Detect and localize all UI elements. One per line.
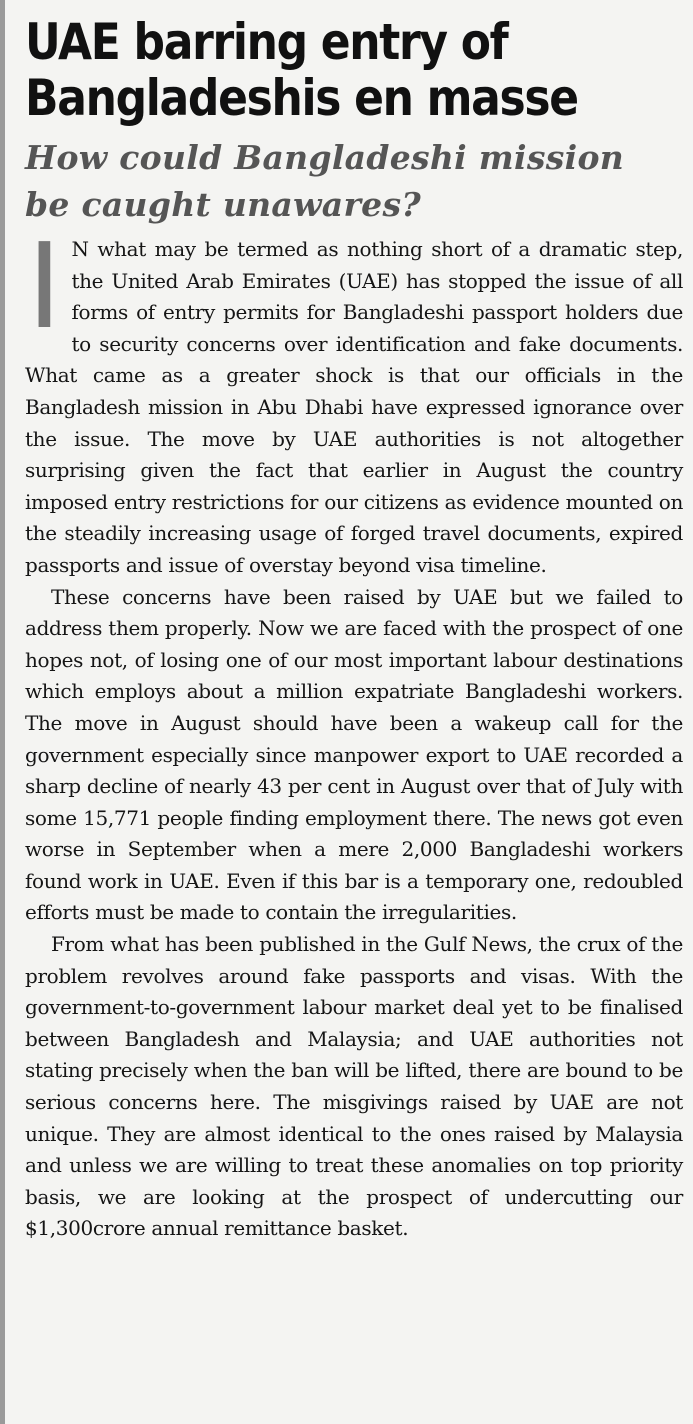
headline [25, 14, 685, 126]
subheadline-line-1: How could Bangladeshi mission [25, 138, 625, 177]
paragraph-1 [25, 217, 683, 582]
page-edge-rule [0, 0, 5, 1424]
article-body [25, 217, 683, 1245]
paragraph-3: From what has been published in the Gulf News, the crux of the problem revolves around fake passports and visas. With the government-to-government labour market deal yet to be finalised between Bangladesh and Malaysia; and UAE authorities not stating precisely when the ban will be lifted, there are bound to be serious concerns here. The misgivings raised by UAE are not unique. They are almost identical to the ones raised by Malaysia and unless we are willing to treat these anomalies on top priority basis, we are looking at the prospect of undercutting our $1,300crore annual remittance basket. [25, 932, 683, 1241]
drop-cap: I [27, 217, 62, 355]
headline-line-1: UAE barring entry of [25, 13, 508, 71]
subheadline [25, 134, 683, 228]
subheadline-line-2: be caught unawares? [25, 185, 421, 224]
paragraph-2: These concerns have been raised by UAE but we failed to address them properly. Now we are faced with the prospect of one hopes not, of losing one of our most important labour destinations which employs about a million expatriate Bangladeshi workers. The move in August should have been a wakeup call for the government especially since manpower export to UAE recorded a sharp decline of nearly 43 per cent in August over that of July with some 15,771 people finding employment there. The news got even worse in September when a mere 2,000 Bangladeshi workers found work in UAE. Even if this bar is a temporary one, redoubled efforts must be made to contain the irregularities. [25, 584, 683, 925]
paragraph-1-text: N what may be termed as nothing short of a dramatic step, the United Arab Emirates (UAE) has stopped the issue of all forms of entry permits for Bangladeshi passport holders due to security concerns over identification and fake documents. What came as a greater shock is that our officials in the Bangladesh mission in Abu Dhabi have expressed ignorance over the issue. The move by UAE authorities is not altogether surprising given the fact that earlier in August the country imposed entry restrictions for our citizens as evidence mounted on the steadily increasing usage of forged travel documents, expired passports and issue of overstay beyond visa timeline. [25, 237, 683, 577]
newspaper-article [25, 14, 683, 1245]
headline-line-2: Bangladeshis en masse [25, 69, 578, 127]
